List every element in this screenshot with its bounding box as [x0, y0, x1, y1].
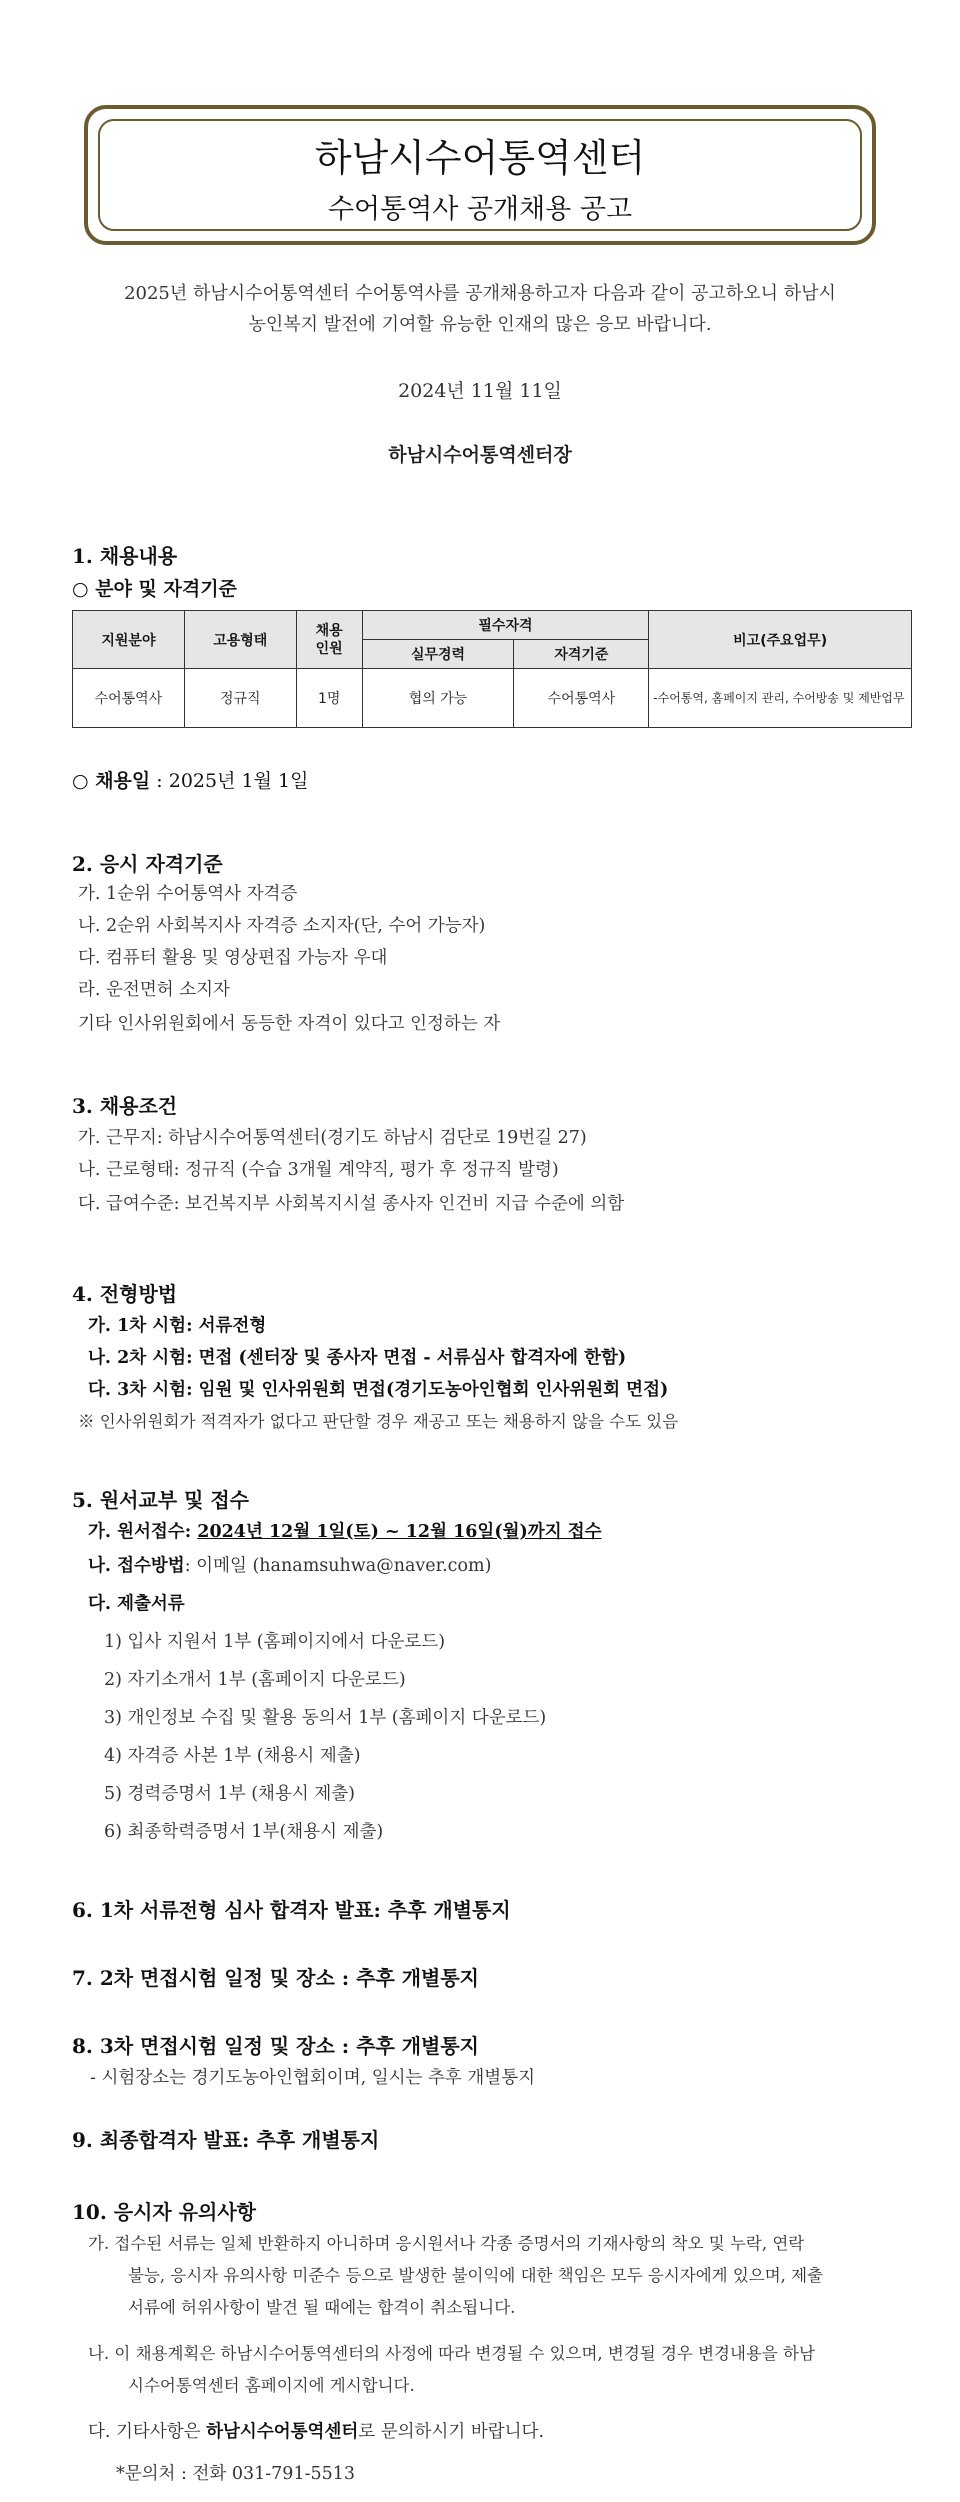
- section-3-heading: 3. 채용조건: [72, 1094, 178, 1118]
- s5-receipt-label: 가. 원서접수:: [88, 1522, 198, 1542]
- th-type: 고용형태: [184, 611, 296, 669]
- section-1-sub: ○ 분야 및 자격기준: [72, 578, 237, 600]
- cell-qualification: 수어통역사: [514, 669, 649, 728]
- s5-receipt-value: 2024년 12월 1일(토) ~ 12월 16일(월)까지 접수: [197, 1522, 602, 1542]
- section-1-heading: 1. 채용내용: [72, 544, 178, 568]
- intro-paragraph: [0, 278, 960, 340]
- cell-type: 정규직: [184, 669, 296, 728]
- section-8-heading: 8. 3차 면접시험 일정 및 장소 : 추후 개별통지: [72, 2034, 480, 2058]
- s5-method-label: 나. 접수방법: [88, 1556, 185, 1576]
- s2-item-5: 기타 인사위원회에서 동등한 자격이 있다고 인정하는 자: [78, 1014, 501, 1034]
- s4-note: ※ 인사위원회가 적격자가 없다고 판단할 경우 재공고 또는 채용하지 않을 수도 있음: [78, 1412, 679, 1431]
- hire-date-label: ○ 채용일: [72, 770, 151, 792]
- s4-item-1: 가. 1차 시험: 서류전형: [88, 1316, 267, 1336]
- th-count: 채용 인원: [296, 611, 362, 669]
- s8-item: - 시험장소는 경기도농아인협회이며, 일시는 추후 개별통지: [90, 2068, 536, 2088]
- s5-doc-2: 2) 자기소개서 1부 (홈페이지 다운로드): [104, 1670, 406, 1690]
- title-box: [84, 105, 876, 245]
- s5-method: [88, 1552, 491, 1577]
- hire-date-value: : 2025년 1월 1일: [150, 770, 309, 792]
- s10-da-post: 로 문의하시기 바랍니다.: [358, 2422, 545, 2442]
- s5-receipt: [88, 1518, 602, 1543]
- cell-note: -수어통역, 홈페이지 관리, 수어방송 및 제반업무: [649, 669, 912, 728]
- section-2-heading: 2. 응시 자격기준: [72, 852, 223, 876]
- th-note: 비고(주요업무): [649, 611, 912, 669]
- s10-na-line-1: 나. 이 채용계획은 하남시수어통역센터의 사정에 따라 변경될 수 있으며, 변경될 경우 변경내용을 하남: [88, 2344, 815, 2363]
- th-experience: 실무경력: [362, 640, 514, 669]
- s10-da: [88, 2418, 544, 2443]
- s3-item-3: 다. 급여수준: 보건복지부 사회복지시설 종사자 인건비 지급 수준에 의함: [78, 1194, 625, 1214]
- s10-na-line-2: 시수어통역센터 홈페이지에 게시합니다.: [128, 2376, 415, 2395]
- s3-item-1: 가. 근무지: 하남시수어통역센터(경기도 하남시 검단로 19번길 27): [78, 1128, 587, 1148]
- section-5-heading: 5. 원서교부 및 접수: [72, 1488, 250, 1512]
- recruit-table: [72, 610, 912, 728]
- s5-doc-4: 4) 자격증 사본 1부 (채용시 제출): [104, 1746, 361, 1766]
- th-qualification: 자격기준: [514, 640, 649, 669]
- s3-item-2: 나. 근로형태: 정규직 (수습 3개월 계약직, 평가 후 정규직 발령): [78, 1160, 559, 1180]
- section-9-heading: 9. 최종합격자 발표: 추후 개별통지: [72, 2128, 380, 2152]
- s4-item-2: 나. 2차 시험: 면접 (센터장 및 종사자 면접 - 서류심사 합격자에 한함): [88, 1348, 627, 1368]
- hire-date: [72, 766, 308, 793]
- s5-docs-label: 다. 제출서류: [88, 1594, 185, 1614]
- s2-item-3: 다. 컴퓨터 활용 및 영상편집 가능자 우대: [78, 948, 388, 968]
- cell-count: 1명: [296, 669, 362, 728]
- th-required: 필수자격: [362, 611, 649, 640]
- s5-doc-6: 6) 최종학력증명서 1부(채용시 제출): [104, 1822, 384, 1842]
- posting-subtitle: 수어통역사 공개채용 공고: [327, 194, 633, 225]
- s10-da-pre: 다. 기타사항은: [88, 2422, 207, 2442]
- s2-item-1: 가. 1순위 수어통역사 자격증: [78, 884, 298, 904]
- s4-item-3: 다. 3차 시험: 임원 및 인사위원회 면접(경기도농아인협회 인사위원회 면접): [88, 1380, 669, 1400]
- s10-ga-line-1: 가. 접수된 서류는 일체 반환하지 아니하며 응시원서나 각종 증명서의 기재사항의 착오 및 누락, 연락: [88, 2234, 805, 2253]
- section-6-heading: 6. 1차 서류전형 심사 합격자 발표: 추후 개별통지: [72, 1898, 511, 1922]
- section-7-heading: 7. 2차 면접시험 일정 및 장소 : 추후 개별통지: [72, 1966, 480, 1990]
- cell-experience: 협의 가능: [362, 669, 514, 728]
- s2-item-2: 나. 2순위 사회복지사 자격증 소지자(단, 수어 가능자): [78, 916, 486, 936]
- intro-line-1: 2025년 하남시수어통역센터 수어통역사를 공개채용하고자 다음과 같이 공고하오니 하남시: [124, 283, 836, 304]
- s5-method-value: : 이메일 (hanamsuhwa@naver.com): [184, 1556, 492, 1576]
- table-row: [73, 669, 912, 728]
- s10-da-bold: 하남시수어통역센터: [206, 2422, 359, 2442]
- s10-ga-line-2: 불능, 응시자 유의사항 미준수 등으로 발생한 불이익에 대한 책임은 모두 응시자에게 있으며, 제출: [128, 2266, 824, 2285]
- section-10-heading: 10. 응시자 유의사항: [72, 2200, 256, 2224]
- intro-line-2: 농인복지 발전에 기여할 유능한 인재의 많은 응모 바랍니다.: [248, 314, 712, 335]
- section-4-heading: 4. 전형방법: [72, 1282, 178, 1306]
- s10-ga-line-3: 서류에 허위사항이 발견 될 때에는 합격이 취소됩니다.: [128, 2298, 516, 2317]
- s2-item-4: 라. 운전면허 소지자: [78, 980, 230, 1000]
- th-field: 지원분야: [73, 611, 185, 669]
- s5-doc-1: 1) 입사 지원서 1부 (홈페이지에서 다운로드): [104, 1632, 446, 1652]
- s5-doc-5: 5) 경력증명서 1부 (채용시 제출): [104, 1784, 355, 1804]
- cell-field: 수어통역사: [73, 669, 185, 728]
- posting-date: 2024년 11월 11일: [398, 380, 562, 402]
- s10-contact: *문의처 : 전화 031-791-5513: [116, 2464, 356, 2484]
- org-title: 하남시수어통역센터: [314, 136, 646, 180]
- s5-doc-3: 3) 개인정보 수집 및 활용 동의서 1부 (홈페이지 다운로드): [104, 1708, 547, 1728]
- signer: 하남시수어통역센터장: [388, 444, 572, 466]
